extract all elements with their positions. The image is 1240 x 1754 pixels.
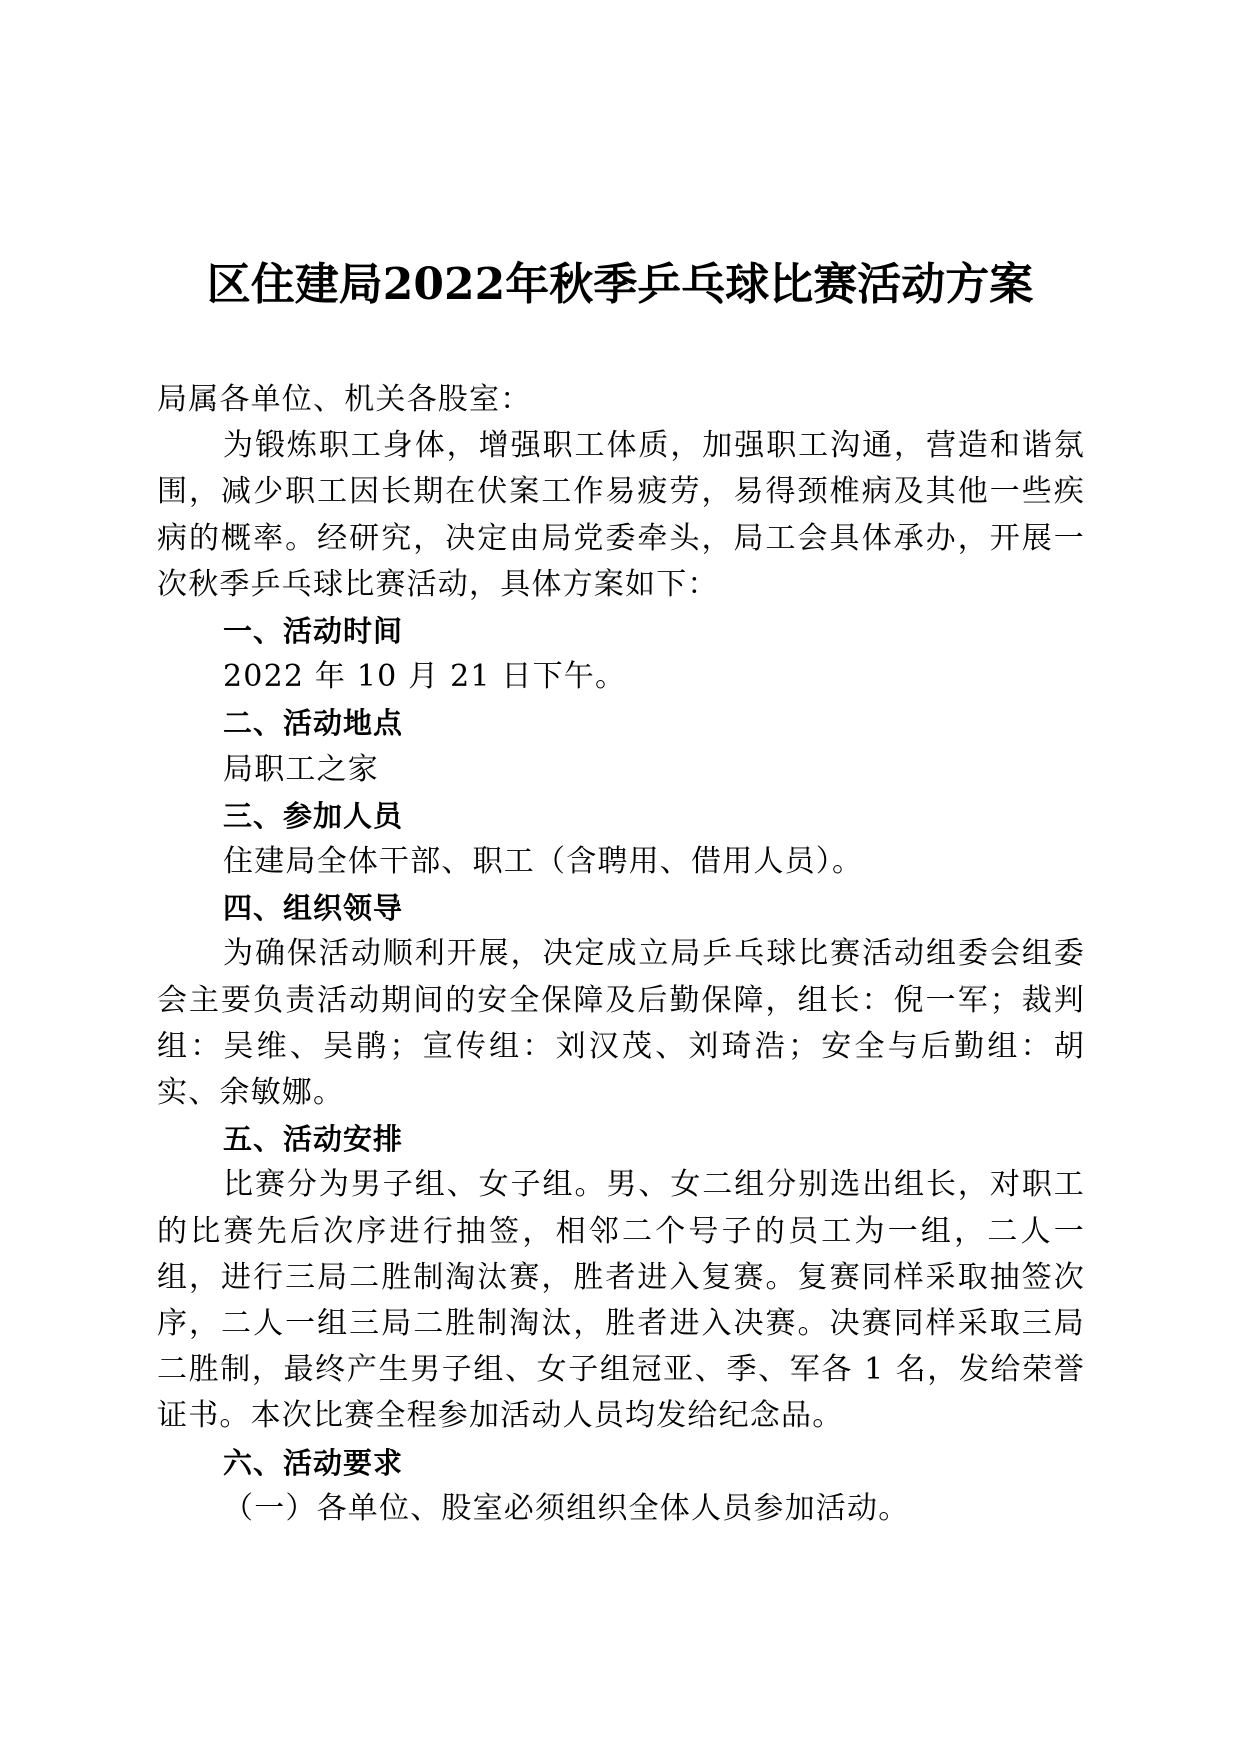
section-heading-leadership: 四、组织领导 [223, 891, 404, 926]
section-content-leadership: 为确保活动顺利开展，决定成立局乒乓球比赛活动组委会组委会主要负责活动期间的安全保障及后勤保障，组长：倪一军；裁判组：吴维、吴鹃；宣传组：刘汉茂、刘琦浩；安全与后勤组：胡实、余敏娜。 [157, 936, 1085, 1111]
section-heading-arrangement: 五、活动安排 [223, 1122, 404, 1157]
intro-paragraph: 为锻炼职工身体，增强职工体质，加强职工沟通，营造和谐氛围，减少职工因长期在伏案工作易疲劳，易得颈椎病及其他一些疾病的概率。经研究，决定由局党委牵头，局工会具体承办，开展一次秋季乒乓球比赛活动，具体方案如下： [157, 428, 1085, 602]
section-heading-location: 二、活动地点 [223, 706, 404, 741]
section-content-participants: 住建局全体干部、职工（含聘用、借用人员）。 [223, 844, 864, 880]
document-body [157, 377, 1085, 1532]
section-content-time: 2022 年 10 月 21 日下午。 [223, 659, 627, 695]
section-content-location: 局职工之家 [223, 751, 379, 787]
section-content-requirements: （一）各单位、股室必须组织全体人员参加活动。 [223, 1490, 910, 1526]
section-heading-requirements: 六、活动要求 [223, 1445, 404, 1480]
document-title: 区住建局2022年秋季乒乓球比赛活动方案 [206, 259, 1034, 310]
section-heading-participants: 三、参加人员 [223, 798, 404, 833]
section-content-arrangement: 比赛分为男子组、女子组。男、女二组分别选出组长，对职工的比赛先后次序进行抽签，相邻二个号子的员工为一组，二人一组，进行三局二胜制淘汰赛，胜者进入复赛。复赛同样采取抽签次序，二人一组三局二胜制淘汰，胜者进入决赛。决赛同样采取三局二胜制，最终产生男子组、女子组冠亚、季、军各 1 名，发给荣誉证书。本次比赛全程参加活动人员均发给纪念品。 [157, 1167, 1085, 1434]
salutation: 局属各单位、机关各股室： [157, 382, 532, 417]
section-heading-time: 一、活动时间 [223, 614, 404, 649]
